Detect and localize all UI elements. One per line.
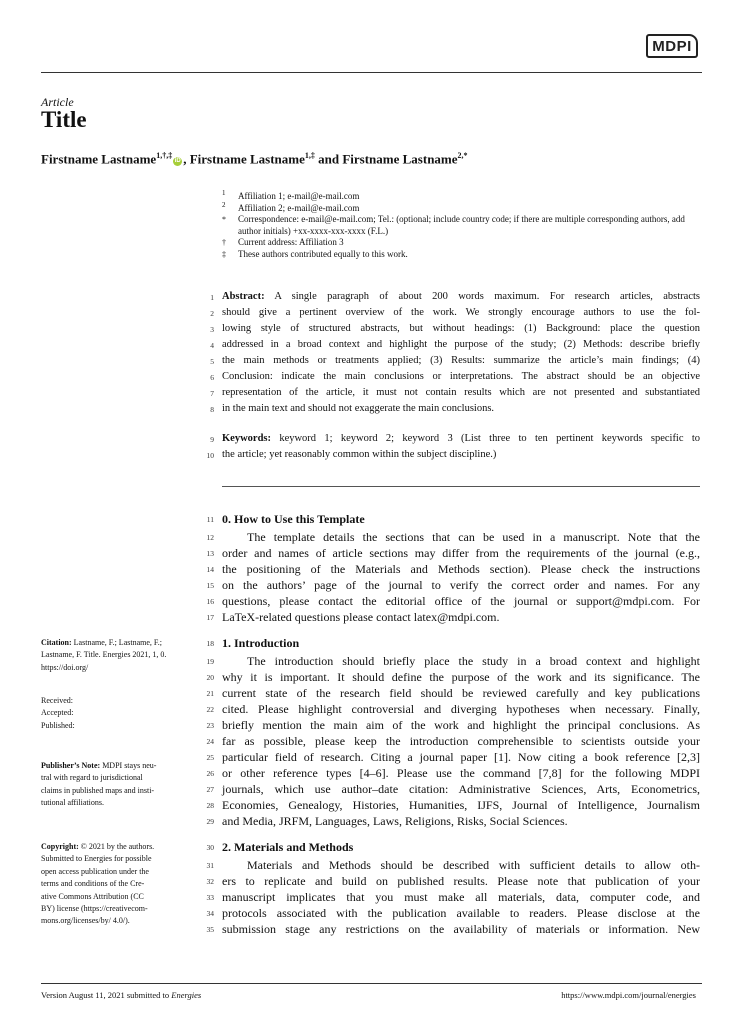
body-line: why it is important. It should define the purpose of the work and its significance. The: [222, 670, 700, 684]
line-number: 23: [206, 721, 214, 730]
line-number: 15: [206, 581, 214, 590]
section-heading: 1. Introduction: [222, 636, 300, 650]
body-line: manuscript implicates that you must make all materials, data, computer code, and: [222, 890, 700, 904]
dates-block: [41, 695, 191, 732]
line-number: 30: [206, 843, 214, 852]
body-line: order and names of article sections may differ from the requirements of the journal (e.g.,: [222, 546, 700, 560]
body-line: briefly mention the main aim of the work and highlight the principal conclusions. As: [222, 718, 700, 732]
line-number: 27: [206, 785, 214, 794]
body-line: journals, which use author–date citation: Administrative Sciences, Arts, Econometrics,: [222, 782, 700, 796]
line-number: 6: [210, 373, 214, 382]
line-number: 25: [206, 753, 214, 762]
abstract-line: should give a pertinent overview of the work. We strongly encourage authors to use the fol-: [222, 307, 700, 318]
line-number: 32: [206, 877, 214, 886]
abstract-line: Conclusion: indicate the main conclusions or interpretations. The abstract should be an objective: [222, 371, 700, 382]
keywords-line: the article; yet reasonably common within the subject discipline.): [222, 449, 497, 460]
line-number: 8: [210, 405, 214, 414]
keywords-line: Keywords: keyword 1; keyword 2; keyword 3 (List three to ten pertinent keywords specific to: [222, 433, 700, 444]
body-line: submission stage any restrictions on the availability of materials or information. New: [222, 922, 700, 936]
affiliation-item: † Current address: Affiliation 3: [222, 237, 344, 247]
body-line: cited. Please highlight controversial and diverging hypotheses when necessary. Finally,: [222, 702, 700, 716]
line-number: 7: [210, 389, 214, 398]
received-date: Received:: [41, 696, 73, 705]
body-line: on the authors’ page of the journal to verify the correct order and names. For any: [222, 578, 700, 592]
citation-label: Citation:: [41, 638, 72, 647]
body-line: particular field of research. Citing a journal paper [1]. Now citing a book reference [2,3]: [222, 750, 700, 764]
body-line: or other reference types [4–6]. Please use the command [7,8] for the following MDPI: [222, 766, 700, 780]
line-number: 17: [206, 613, 214, 622]
line-number: 14: [206, 565, 214, 574]
article-title: Title: [41, 107, 87, 132]
line-number: 24: [206, 737, 214, 746]
body-line: the positioning of the Materials and Methods section). Please check the instructions: [222, 562, 700, 576]
line-number: 35: [206, 925, 214, 934]
affiliations-list: [222, 191, 702, 260]
line-number: 2: [210, 309, 214, 318]
line-number: 34: [206, 909, 214, 918]
line-number: 29: [206, 817, 214, 826]
body-line: and Media, JRFM, Languages, Laws, Religions, Risks, Social Sciences.: [222, 814, 568, 828]
line-number: 22: [206, 705, 214, 714]
line-number: 4: [210, 341, 214, 350]
section-heading: 2. Materials and Methods: [222, 840, 354, 854]
accepted-date: Accepted:: [41, 708, 74, 718]
footer-journal-url[interactable]: https://www.mdpi.com/journal/energies: [561, 990, 696, 1000]
abstract-label: Abstract:: [222, 291, 265, 302]
line-number: 1: [210, 293, 214, 302]
author-name: Firstname Lastname: [41, 151, 157, 167]
author-name: Firstname Lastname: [342, 151, 458, 167]
body-line: Materials and Methods should be described with sufficient details to allow oth-: [247, 858, 700, 872]
citation-block: Citation: Lastname, F.; Lastname, F.; Lastname, F. Title. Energies 2021, 1, 0. https://doi.org/: [41, 637, 191, 674]
line-number: 21: [206, 689, 214, 698]
author-affiliation-marks: 1,‡: [304, 151, 315, 160]
line-number: 28: [206, 801, 214, 810]
published-date: Published:: [41, 720, 75, 730]
body-line: LaTeX-related questions please contact latex@mdpi.com.: [222, 610, 500, 624]
abstract-line: addressed in a broad context and highlight the purpose of the study; (2) Methods: describe briefly: [222, 339, 700, 350]
line-number: 5: [210, 357, 214, 366]
line-number: 11: [206, 515, 214, 524]
line-number: 12: [206, 533, 214, 542]
keywords-label: Keywords:: [222, 433, 271, 444]
body-line: far as possible, please keep the introduction comprehensible to scientists outside your: [222, 734, 700, 748]
section-heading: 0. How to Use this Template: [222, 512, 365, 526]
body-line: ers to replicate and build on published results. Please note that publication of your: [222, 874, 700, 888]
line-number: 9: [210, 435, 214, 444]
line-number: 10: [206, 451, 214, 460]
body-line: current state of the research field should be reviewed carefully and key publications: [222, 686, 700, 700]
footer-rule: [41, 983, 702, 984]
publisher-note: Publisher’s Note: MDPI stays neu- tral with regard to jurisdictional claims in published maps and insti- tutional affiliations.: [41, 761, 157, 808]
author-list: Firstname Lastname$^{1,\dagger,\ddagger}$iD , Firstname Lastname$^{1,\ddagger}$ and Firstname Lastname$^{2,*}$: [41, 151, 468, 167]
correspondence-item: * Correspondence: e-mail@e-mail.com; Tel.: (optional; include country code; if there are multiple corresponding authors, add author initials) +xx-xxxx-xxx-xxxx (F.L.): [222, 214, 685, 236]
abstract-line: lowing style of structured abstracts, but without headings: (1) Background: place the question: [222, 323, 700, 334]
author-name: Firstname Lastname: [189, 151, 305, 167]
abstract-line: the main methods or treatments applied; (3) Results: summarize the article’s main findings; (4): [222, 355, 700, 366]
line-number: 19: [206, 657, 214, 666]
abstract-line: Abstract: A single paragraph of about 200 words maximum. For research articles, abstracts: [222, 291, 700, 302]
line-number: 18: [206, 639, 214, 648]
copyright-block: Copyright: © 2021 by the authors. Submitted to Energies for possible open access publication under the terms and conditions of the Cre- ative Commons Attribution (CC BY) license (https://creativecom- mons.org/licenses/by/ 4.0/).: [41, 842, 155, 926]
line-number: 20: [206, 673, 214, 682]
body-line: The template details the sections that can be used in a manuscript. Note that the: [247, 530, 700, 544]
body-line: The introduction should briefly place the study in a broad context and highlight: [247, 654, 700, 668]
header-rule: [41, 72, 702, 73]
affiliation-item: 1 Affiliation 1; e-mail@e-mail.com: [222, 189, 360, 201]
mdpi-logo: MDPI: [646, 34, 698, 58]
affiliation-item: 2 Affiliation 2; e-mail@e-mail.com: [222, 200, 360, 213]
body-line: questions, please contact the editorial office of the journal or support@mdpi.com. For: [222, 594, 700, 608]
author-affiliation-marks: 2,*: [457, 151, 468, 160]
body-line: protocols associated with the publication available to readers. Please disclose at the: [222, 906, 700, 920]
abstract-rule: [222, 486, 700, 487]
line-number: 31: [206, 861, 214, 870]
doi-link[interactable]: https://doi.org/: [41, 662, 89, 672]
abstract-line: representation of the article, it must not contain results which are not presented and substantiated: [222, 387, 700, 398]
line-number: 26: [206, 769, 214, 778]
line-number: 33: [206, 893, 214, 902]
affiliation-item: ‡ These authors contributed equally to this work.: [222, 248, 408, 259]
line-number: 16: [206, 597, 214, 606]
author-affiliation-marks: 1,†,‡: [156, 151, 173, 160]
article-type: Article: [41, 95, 74, 109]
line-number: 13: [206, 549, 214, 558]
footer-version: Version August 11, 2021 submitted to Energies: [41, 990, 202, 1000]
orcid-icon[interactable]: iD: [174, 158, 181, 165]
body-line: Economies, Genealogy, Histories, Humanities, IJFS, Journal of Intelligence, Journalism: [222, 798, 700, 812]
line-number: 3: [210, 325, 214, 334]
abstract-line: in the main text and should not exaggerate the main conclusions.: [222, 403, 495, 414]
